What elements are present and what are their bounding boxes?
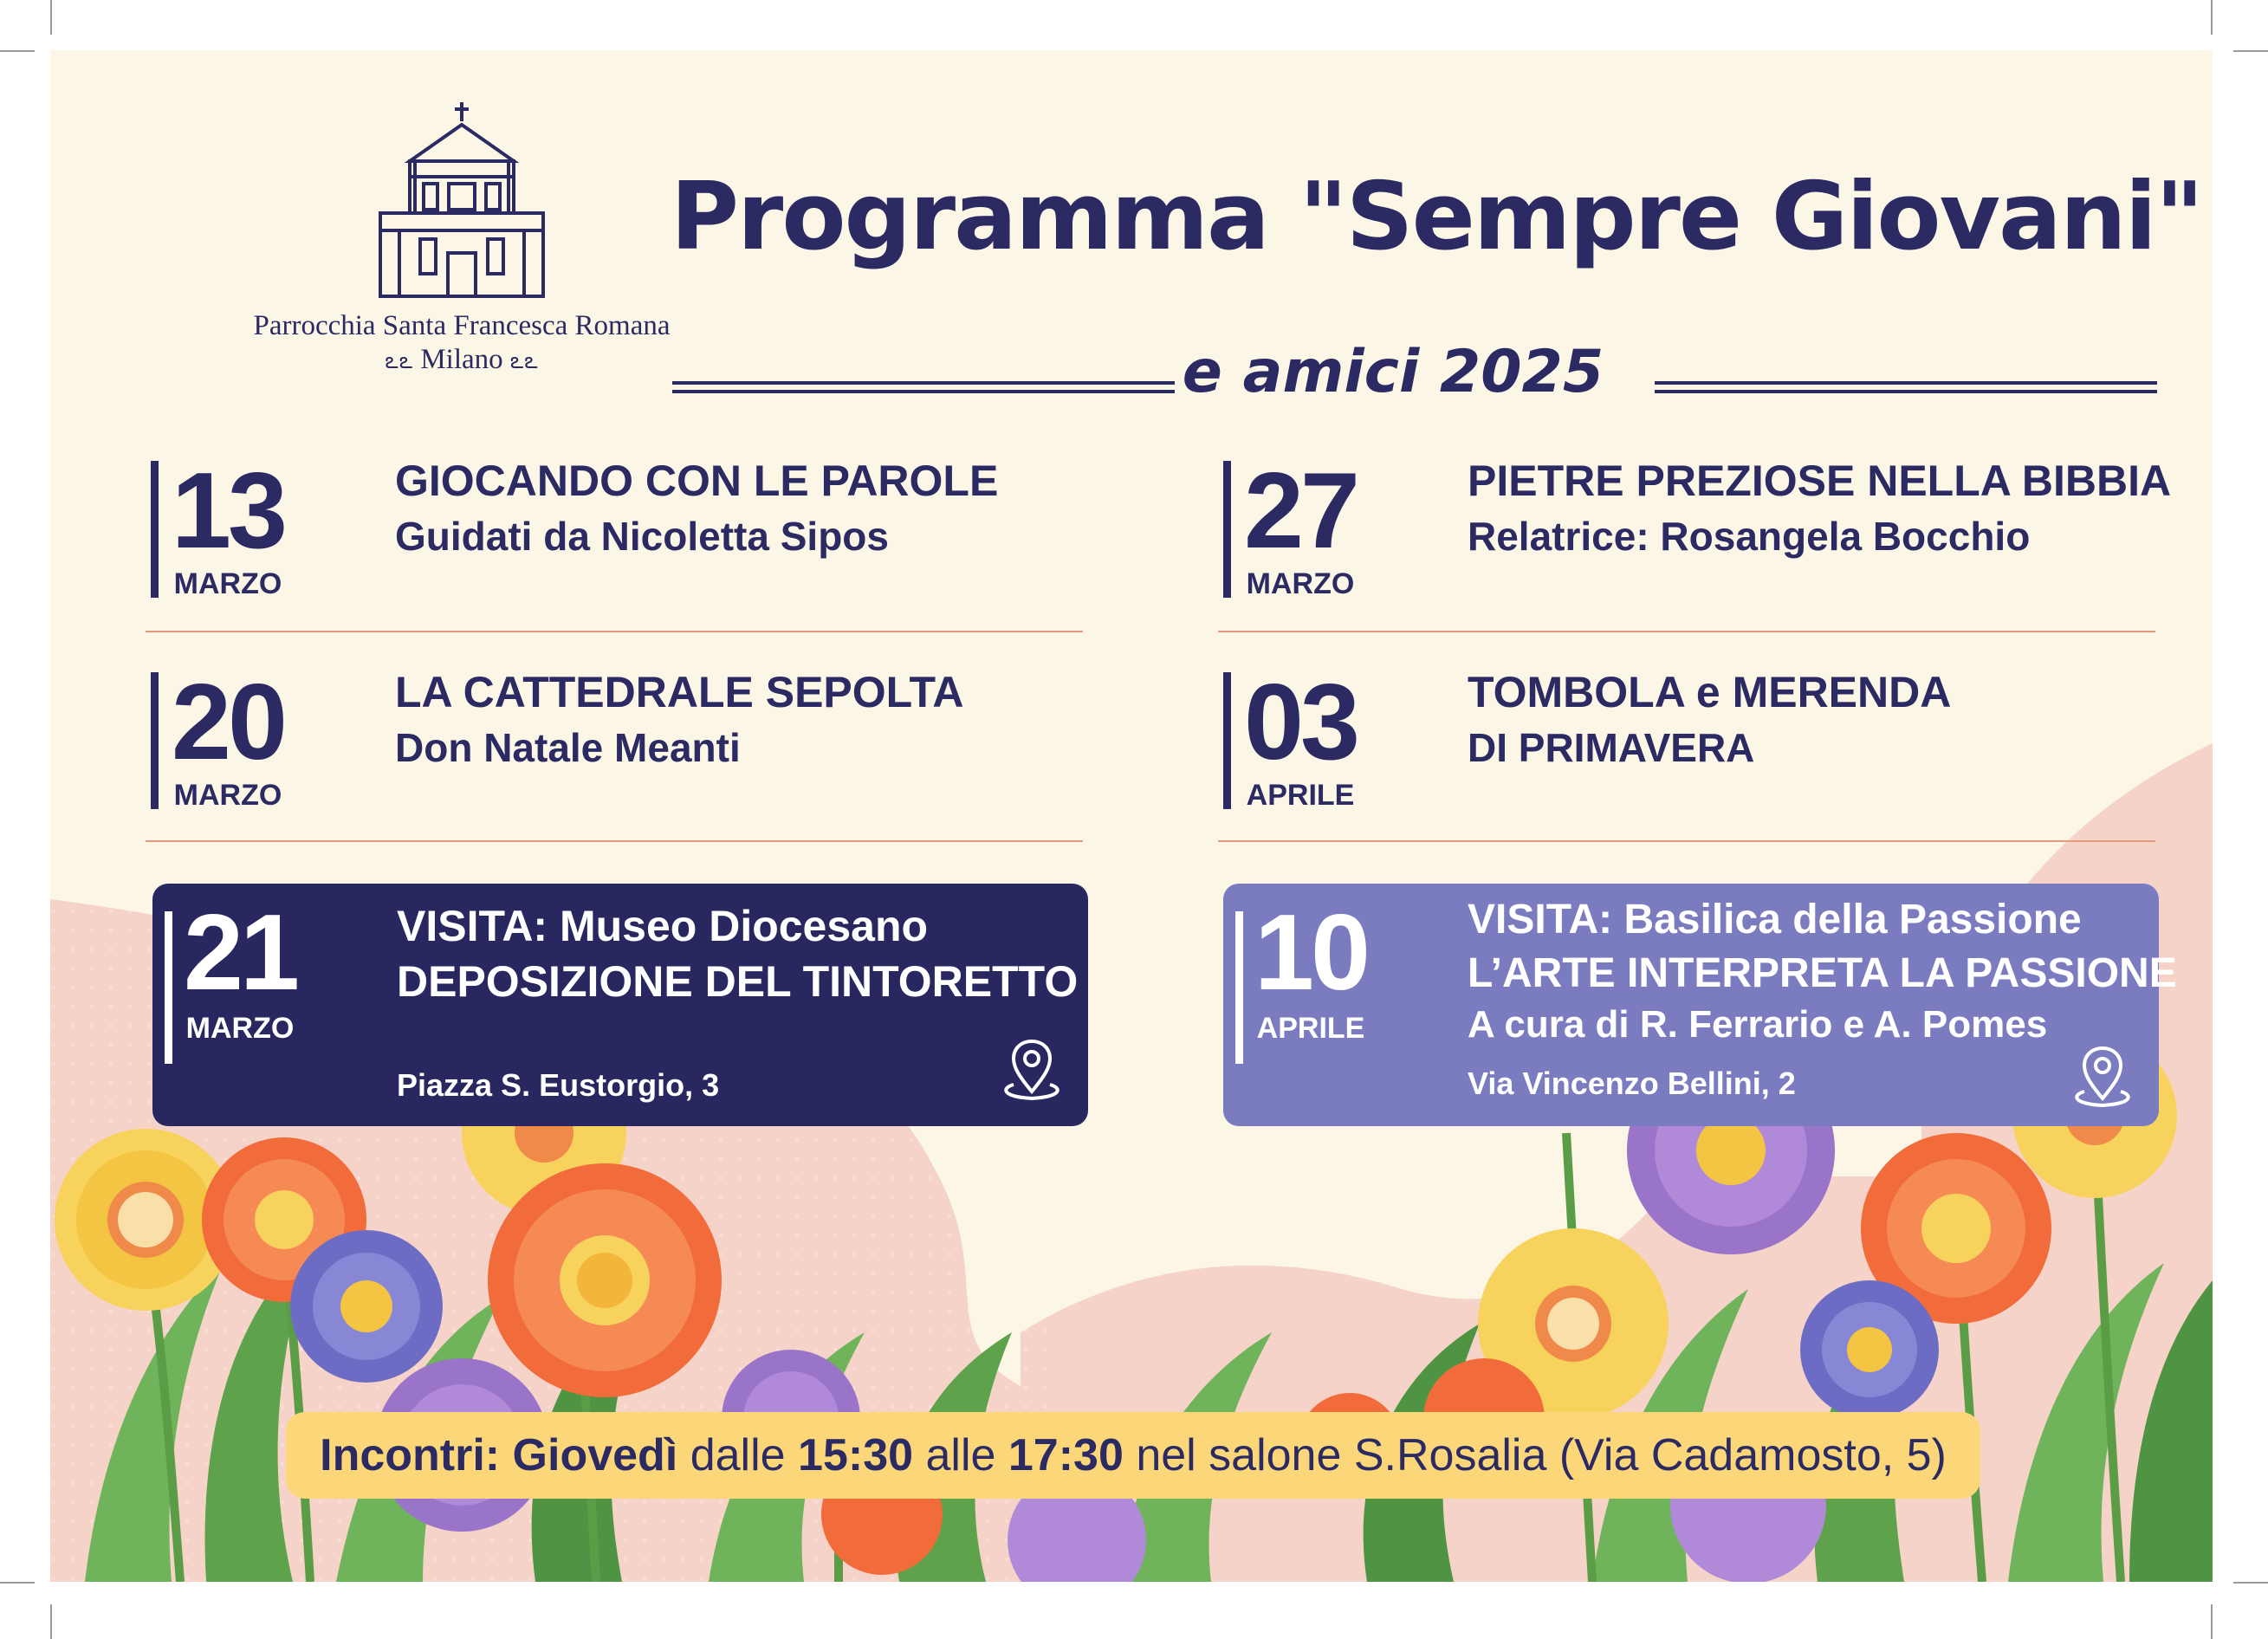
event-item: [151, 451, 1085, 604]
crop-mark: [2233, 50, 2268, 52]
meeting-info-banner: [286, 1412, 1980, 1499]
event-subtitle: Relatrice: Rosangela Bocchio: [1468, 514, 2031, 559]
event-day: 27: [1244, 451, 1357, 571]
footer-suffix: nel salone S.Rosalia (Via Cadamosto, 5): [1123, 1430, 1947, 1480]
parish-city: [249, 344, 674, 379]
event-day: 20: [172, 663, 284, 782]
ornament-icon: ఽఽ: [509, 348, 539, 373]
crop-mark: [2233, 1582, 2268, 1584]
divider: [1218, 631, 2155, 632]
divider: [146, 840, 1083, 842]
visit-line2: L’ARTE INTERPRETA LA PASSIONE: [1468, 950, 2177, 996]
event-item: [1223, 451, 2172, 604]
crop-mark: [2211, 1604, 2213, 1639]
footer-mid2: alle: [913, 1430, 1008, 1480]
date-bar: [165, 911, 172, 1064]
parish-name: Parrocchia Santa Francesca Romana: [253, 310, 671, 341]
visit-day: 10: [1254, 893, 1367, 1013]
event-item: [151, 663, 1085, 815]
poster: [50, 50, 2213, 1582]
footer-day: Giovedì: [512, 1430, 678, 1480]
event-month: MARZO: [173, 779, 282, 812]
event-title: LA CATTEDRALE SEPOLTA: [395, 668, 964, 716]
event-subtitle: Don Natale Meanti: [395, 725, 741, 770]
event-item: [1223, 663, 2157, 815]
visit-line1: VISITA: Museo Diocesano: [397, 902, 929, 950]
visit-month: APRILE: [1256, 1012, 1365, 1045]
footer-mid1: dalle: [677, 1430, 799, 1480]
church-facade-icon: [375, 100, 548, 300]
crop-mark: [50, 0, 52, 35]
date-bar: [1223, 672, 1231, 809]
visit-line3: A cura di R. Ferrario e A. Pomes: [1468, 1003, 2048, 1046]
visit-month: MARZO: [185, 1012, 295, 1045]
page-subtitle: e amici 2025: [1182, 338, 1604, 406]
event-month: MARZO: [1246, 567, 1355, 600]
event-day: 13: [172, 451, 284, 571]
crop-mark: [0, 1582, 35, 1584]
date-bar: [1235, 911, 1243, 1064]
parish-logo: [249, 100, 674, 379]
location-pin-icon: [993, 1029, 1071, 1107]
date-bar: [151, 672, 159, 809]
event-subtitle: DI PRIMAVERA: [1468, 725, 1755, 770]
subtitle-row: [622, 338, 2164, 424]
divider: [146, 631, 1083, 632]
event-subtitle: Guidati da Nicoletta Sipos: [395, 514, 889, 559]
visit-line2: DEPOSIZIONE DEL TINTORETTO: [397, 957, 1079, 1006]
event-month: APRILE: [1246, 779, 1355, 812]
crop-mark: [0, 50, 35, 52]
date-bar: [151, 461, 159, 598]
page-title: Programma "Sempre Giovani": [670, 163, 2203, 271]
crop-mark: [50, 1604, 52, 1639]
event-title: GIOCANDO CON LE PAROLE: [395, 457, 999, 505]
visit-day: 21: [184, 893, 296, 1013]
divider: [1218, 840, 2155, 842]
footer-end-time: 17:30: [1008, 1430, 1124, 1480]
footer-prefix: Incontri:: [320, 1430, 513, 1480]
visit-line1: VISITA: Basilica della Passione: [1468, 897, 2082, 943]
location-pin-icon: [2064, 1036, 2142, 1114]
crop-mark: [2211, 0, 2213, 35]
event-title: TOMBOLA e MERENDA: [1468, 668, 1952, 716]
date-bar: [1223, 461, 1231, 598]
visit-address: Via Vincenzo Bellini, 2: [1468, 1066, 1796, 1101]
visit-address: Piazza S. Eustorgio, 3: [397, 1067, 720, 1103]
ornament-icon: ఽఽ: [385, 348, 414, 373]
parish-city-label: Milano: [420, 344, 503, 375]
footer-start-time: 15:30: [798, 1430, 914, 1480]
visit-card: [1223, 884, 2177, 1126]
event-title: PIETRE PREZIOSE NELLA BIBBIA: [1468, 457, 2172, 505]
event-day: 03: [1244, 663, 1357, 782]
event-month: MARZO: [173, 567, 282, 600]
visit-card: [152, 884, 1088, 1126]
title-rule-right: [1655, 381, 2157, 385]
